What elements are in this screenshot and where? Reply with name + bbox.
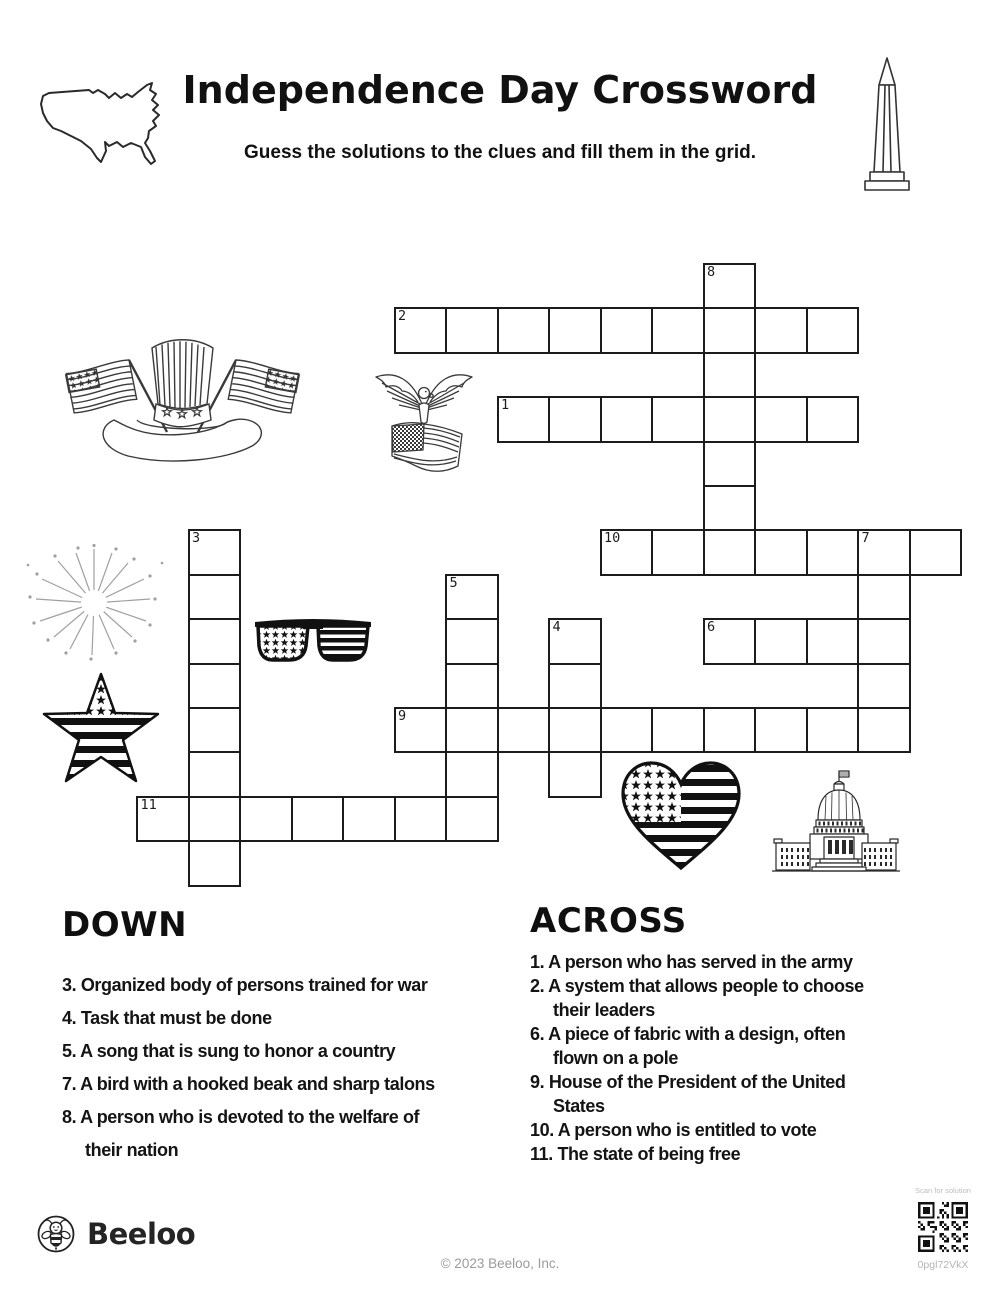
grid-cell[interactable] bbox=[703, 307, 757, 353]
grid-cell[interactable] bbox=[651, 307, 705, 353]
down-clue: 7. A bird with a hooked beak and sharp talons bbox=[62, 1074, 435, 1094]
grid-cell[interactable] bbox=[548, 307, 602, 353]
cell-number: 3 bbox=[192, 530, 201, 547]
cell-number: 10 bbox=[604, 530, 621, 547]
clue-number: 10. bbox=[530, 1120, 558, 1140]
clue-number: 2. bbox=[530, 976, 549, 996]
cell-number: 11 bbox=[140, 796, 157, 813]
grid-cell[interactable] bbox=[909, 529, 963, 575]
down-heading: DOWN bbox=[62, 905, 188, 945]
grid-cell[interactable] bbox=[806, 707, 860, 753]
grid-cell[interactable] bbox=[445, 751, 499, 797]
grid-cell[interactable] bbox=[754, 396, 808, 442]
copyright-text: © 2023 Beeloo, Inc. bbox=[440, 1256, 560, 1271]
grid-cell[interactable] bbox=[188, 529, 242, 575]
grid-cell[interactable] bbox=[497, 307, 551, 353]
grid-cell[interactable] bbox=[188, 840, 242, 886]
clue-number: 9. bbox=[530, 1072, 549, 1092]
grid-cell[interactable] bbox=[703, 618, 757, 664]
across-clue: 11. The state of being free bbox=[530, 1144, 741, 1164]
grid-cell[interactable] bbox=[394, 796, 448, 842]
grid-cell[interactable] bbox=[806, 618, 860, 664]
grid-cell[interactable] bbox=[703, 263, 757, 309]
grid-cell[interactable] bbox=[651, 707, 705, 753]
across-clue: 6. A piece of fabric with a design, often flown on a pole bbox=[530, 1024, 846, 1068]
grid-cell[interactable] bbox=[754, 707, 808, 753]
grid-cell[interactable] bbox=[806, 396, 860, 442]
grid-cell[interactable] bbox=[445, 574, 499, 620]
cell-number: 9 bbox=[398, 708, 407, 724]
qr-code-text: 0pgl72VkX bbox=[917, 1259, 969, 1271]
grid-cell[interactable] bbox=[600, 707, 654, 753]
grid-cell[interactable] bbox=[548, 396, 602, 442]
grid-cell[interactable] bbox=[188, 751, 242, 797]
clue-number: 11. bbox=[530, 1144, 558, 1164]
down-clue: 5. A song that is sung to honor a country bbox=[62, 1041, 396, 1061]
grid-cell[interactable] bbox=[754, 618, 808, 664]
grid-cell[interactable] bbox=[497, 707, 551, 753]
grid-cell[interactable] bbox=[497, 396, 551, 442]
down-clue: 4. Task that must be done bbox=[62, 1008, 272, 1028]
grid-cell[interactable] bbox=[136, 796, 190, 842]
grid-cell[interactable] bbox=[703, 352, 757, 398]
grid-cell[interactable] bbox=[806, 307, 860, 353]
grid-cell[interactable] bbox=[857, 707, 911, 753]
grid-cell[interactable] bbox=[548, 663, 602, 709]
grid-cell[interactable] bbox=[857, 529, 911, 575]
clue-number: 6. bbox=[530, 1024, 549, 1044]
grid-cell[interactable] bbox=[445, 663, 499, 709]
grid-cell[interactable] bbox=[651, 529, 705, 575]
grid-cell[interactable] bbox=[188, 707, 242, 753]
grid-cell[interactable] bbox=[754, 529, 808, 575]
grid-cell[interactable] bbox=[703, 529, 757, 575]
grid-cell[interactable] bbox=[651, 396, 705, 442]
cell-number: 5 bbox=[449, 574, 458, 591]
clue-number: 5. bbox=[62, 1041, 81, 1061]
grid-cell[interactable] bbox=[600, 529, 654, 575]
clue-number: 4. bbox=[62, 1008, 81, 1028]
grid-cell[interactable] bbox=[445, 307, 499, 353]
cell-number: 4 bbox=[552, 619, 561, 636]
cell-number: 2 bbox=[398, 308, 407, 325]
down-clue: 3. Organized body of persons trained for war bbox=[62, 975, 428, 995]
grid-cell[interactable] bbox=[239, 796, 293, 842]
grid-cell[interactable] bbox=[806, 529, 860, 575]
grid-cell[interactable] bbox=[548, 751, 602, 797]
cell-number: 7 bbox=[861, 530, 870, 547]
grid-cell[interactable] bbox=[291, 796, 345, 842]
grid-cell[interactable] bbox=[548, 618, 602, 664]
grid-cell[interactable] bbox=[188, 663, 242, 709]
across-clue: 1. A person who has served in the army bbox=[530, 952, 853, 972]
across-clue: 2. A system that allows people to choose their leaders bbox=[530, 976, 864, 1020]
grid-cell[interactable] bbox=[445, 796, 499, 842]
brand-name: Beeloo bbox=[87, 1217, 196, 1251]
grid-cell[interactable] bbox=[703, 707, 757, 753]
grid-cell[interactable] bbox=[188, 618, 242, 664]
grid-cell[interactable] bbox=[548, 707, 602, 753]
grid-cell[interactable] bbox=[600, 396, 654, 442]
grid-cell[interactable] bbox=[703, 485, 757, 531]
page-title: Independence Day Crossword bbox=[182, 68, 818, 112]
qr-caption: Scan for solution bbox=[915, 1186, 971, 1195]
clue-number: 1. bbox=[530, 952, 549, 972]
across-clue: 10. A person who is entitled to vote bbox=[530, 1120, 817, 1140]
cell-number: 6 bbox=[707, 619, 716, 636]
clue-number: 8. bbox=[62, 1107, 81, 1127]
clue-number: 3. bbox=[62, 975, 81, 995]
grid-cell[interactable] bbox=[342, 796, 396, 842]
page-subtitle: Guess the solutions to the clues and fill them in the grid. bbox=[244, 142, 756, 163]
across-clue: 9. House of the President of the United States bbox=[530, 1072, 846, 1116]
grid-cell[interactable] bbox=[857, 574, 911, 620]
grid-cell[interactable] bbox=[857, 618, 911, 664]
grid-cell[interactable] bbox=[703, 396, 757, 442]
grid-cell[interactable] bbox=[600, 307, 654, 353]
grid-cell[interactable] bbox=[188, 796, 242, 842]
clue-number: 7. bbox=[62, 1074, 81, 1094]
down-clue: 8. A person who is devoted to the welfare of their nation bbox=[62, 1107, 420, 1160]
across-heading: ACROSS bbox=[530, 901, 687, 941]
grid-cell[interactable] bbox=[394, 307, 448, 353]
grid-cell[interactable] bbox=[394, 707, 448, 753]
cell-number: 8 bbox=[707, 264, 716, 280]
grid-cell[interactable] bbox=[857, 663, 911, 709]
grid-cell[interactable] bbox=[754, 307, 808, 353]
cell-number: 1 bbox=[501, 397, 510, 414]
grid-cell[interactable] bbox=[445, 618, 499, 664]
grid-cell[interactable] bbox=[445, 707, 499, 753]
grid-cell[interactable] bbox=[188, 574, 242, 620]
grid-cell[interactable] bbox=[703, 441, 757, 487]
